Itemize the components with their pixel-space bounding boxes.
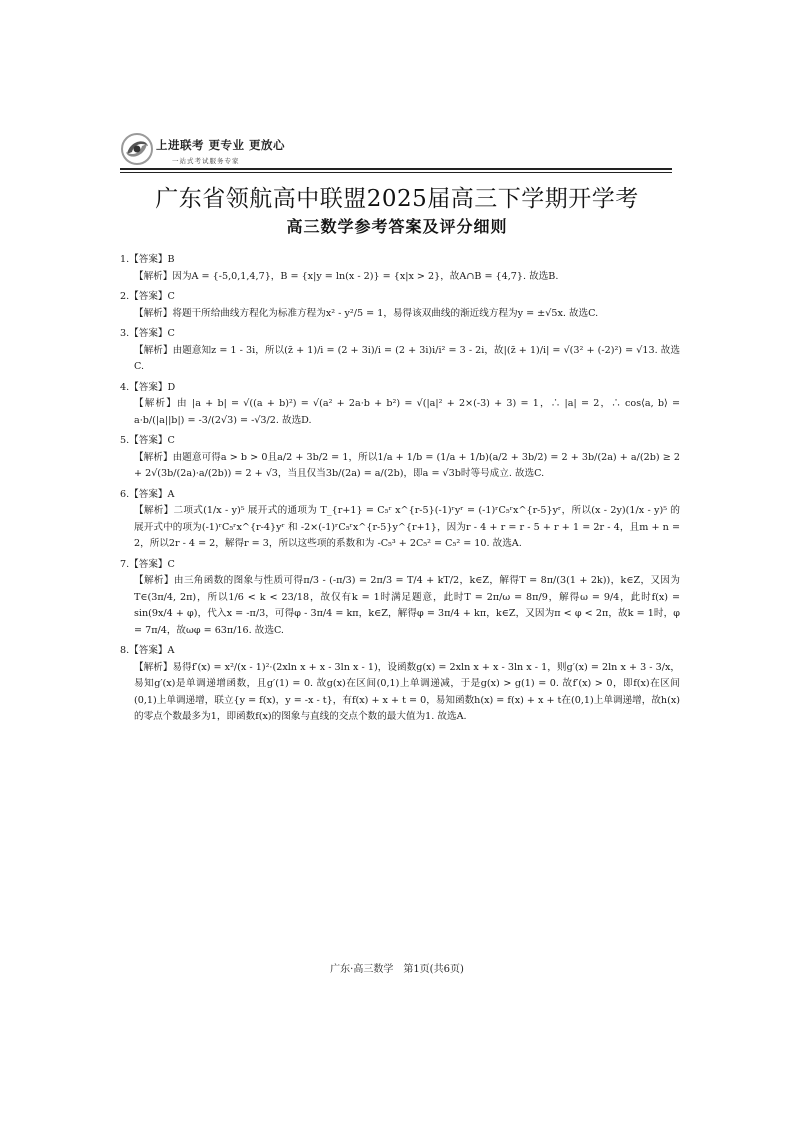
analysis-text: 【解析】二项式(1/x - y)⁵ 展开式的通项为 T_{r+1} = C₅ʳ x^{r-5}(-1)ʳyʳ = (-1)ʳC₅ʳx^{r-5}yʳ，所以(x - 2y)(1/x - y)⁵ 的展开式中的项为(-1)ʳC₅ʳx^{r-4}yʳ 和 -2×(-1)ʳC₅ʳx^{r-5}y^{r+1}，因为r - 4 + r = r - 5 + r + 1 = 2r - 4，且m + n = 2，所以2r - 4 = 2，解得r = 3，所以这些项的系数和为 -C₅³ + 2C₅² = C₅² = 10. 故选A. [134,505,680,549]
swirl-logo-icon [120,132,154,166]
analysis-text: 【解析】由题意知z = 1 - 3i，所以(z̄ + 1)/i = (2 + 3i)/i = (2 + 3i)i/i² = 3 - 2i，故|(z̄ + 1)/i| = √(3² + (-2)²) = √13. 故选C. [134,344,680,372]
answer-line: 3.【答案】C [120,328,175,339]
question-block-8 [120,643,680,726]
brand-header [120,132,680,172]
question-block-5 [120,433,680,483]
question-block-7 [120,557,680,640]
question-block-3 [120,326,680,376]
analysis-text: 【解析】由 |a + b| = √((a + b)²) = √(a² + 2a·b + b²) = √(|a|² + 2×(-3) + 3) = 1，∴ |a| = 2，∴ cos⟨a, b⟩ = a·b/(|a||b|) = -3/(2√3) = -√3/2. 故选D. [134,398,680,426]
answer-line: 2.【答案】C [120,291,175,302]
answer-line: 1.【答案】B [120,254,175,265]
question-block-1 [120,252,680,285]
question-block-6 [120,487,680,553]
header-rule-thick [120,168,672,170]
question-block-2 [120,289,680,322]
analysis-text: 【解析】因为A = {-5,0,1,4,7}，B = {x|y = ln(x - 2)} = {x|x > 2}，故A∩B = {4,7}. 故选B. [134,270,559,282]
analysis-text: 【解析】由题意可得a > b > 0且a/2 + 3b/2 = 1，所以1/a + 1/b = (1/a + 1/b)(a/2 + 3b/2) = 2 + 3b/(2a) + a/(2b) ≥ 2 + 2√(3b/(2a)·a/(2b)) = 2 + √3，当且仅当3b/(2a) = a/(2b)，即a = √3b时等号成立. 故选C. [134,451,680,479]
question-block-4 [120,380,680,430]
analysis-text: 【解析】由三角函数的图象与性质可得π/3 - (-π/3) = 2π/3 = T/4 + kT/2，k∈Z，解得T = 8π/(3(1 + 2k))，k∈Z，又因为T∈(3π/4, 2π)，所以1/6 < k < 23/18，故仅有k = 1时满足题意，此时T = 2π/ω = 8π/9，解得ω = 9/4，此时f(x) = sin(9x/4 + φ)，代入x = -π/3，可得φ - 3π/4 = kπ，k∈Z，解得φ = 3π/4 + kπ，k∈Z，又因为π < φ < 2π，故k = 1时，φ = 7π/4，故ωφ = 63π/16. 故选C. [134,575,680,636]
page-footer: 广东·高三数学 第1页(共6页) [330,964,464,975]
page-title: 广东省领航高中联盟2025届高三下学期开学考 [155,186,639,212]
answer-line: 5.【答案】C [120,435,175,446]
page-subtitle: 高三数学参考答案及评分细则 [286,217,508,236]
header-rule-thin [120,172,672,173]
answer-line: 8.【答案】A [120,645,175,656]
answer-line: 4.【答案】D [120,381,176,393]
brand-subslogan: 一站式考试服务专家 [172,157,240,165]
brand-slogan: 上进联考 更专业 更放心 [156,138,286,152]
answer-list [120,252,680,730]
answer-line: 7.【答案】C [120,558,175,570]
answer-line: 6.【答案】A [120,488,175,500]
analysis-text: 【解析】易得f′(x) = x²/(x - 1)²·(2xln x + x - 3ln x - 1)，设函数g(x) = 2xln x + x - 3ln x - 1，则g′(x) = 2ln x + 3 - 3/x，易知g′(x)是单调递增函数，且g′(1) = 0. 故g(x)在区间(0,1)上单调递减，于是g(x) > g(1) = 0. 故f′(x) > 0，即f(x)在区间(0,1)上单调递增，联立{y = f(x)，y = -x - t}，有f(x) + x + t = 0，易知函数h(x) = f(x) + x + t在(0,1)上单调递增，故h(x)的零点个数最多为1，即函数f(x)的图象与直线的交点个数的最大值为1. 故选A. [134,661,680,722]
analysis-text: 【解析】将题干所给曲线方程化为标准方程为x² - y²/5 = 1，易得该双曲线的渐近线方程为y = ±√5x. 故选C. [134,307,599,319]
